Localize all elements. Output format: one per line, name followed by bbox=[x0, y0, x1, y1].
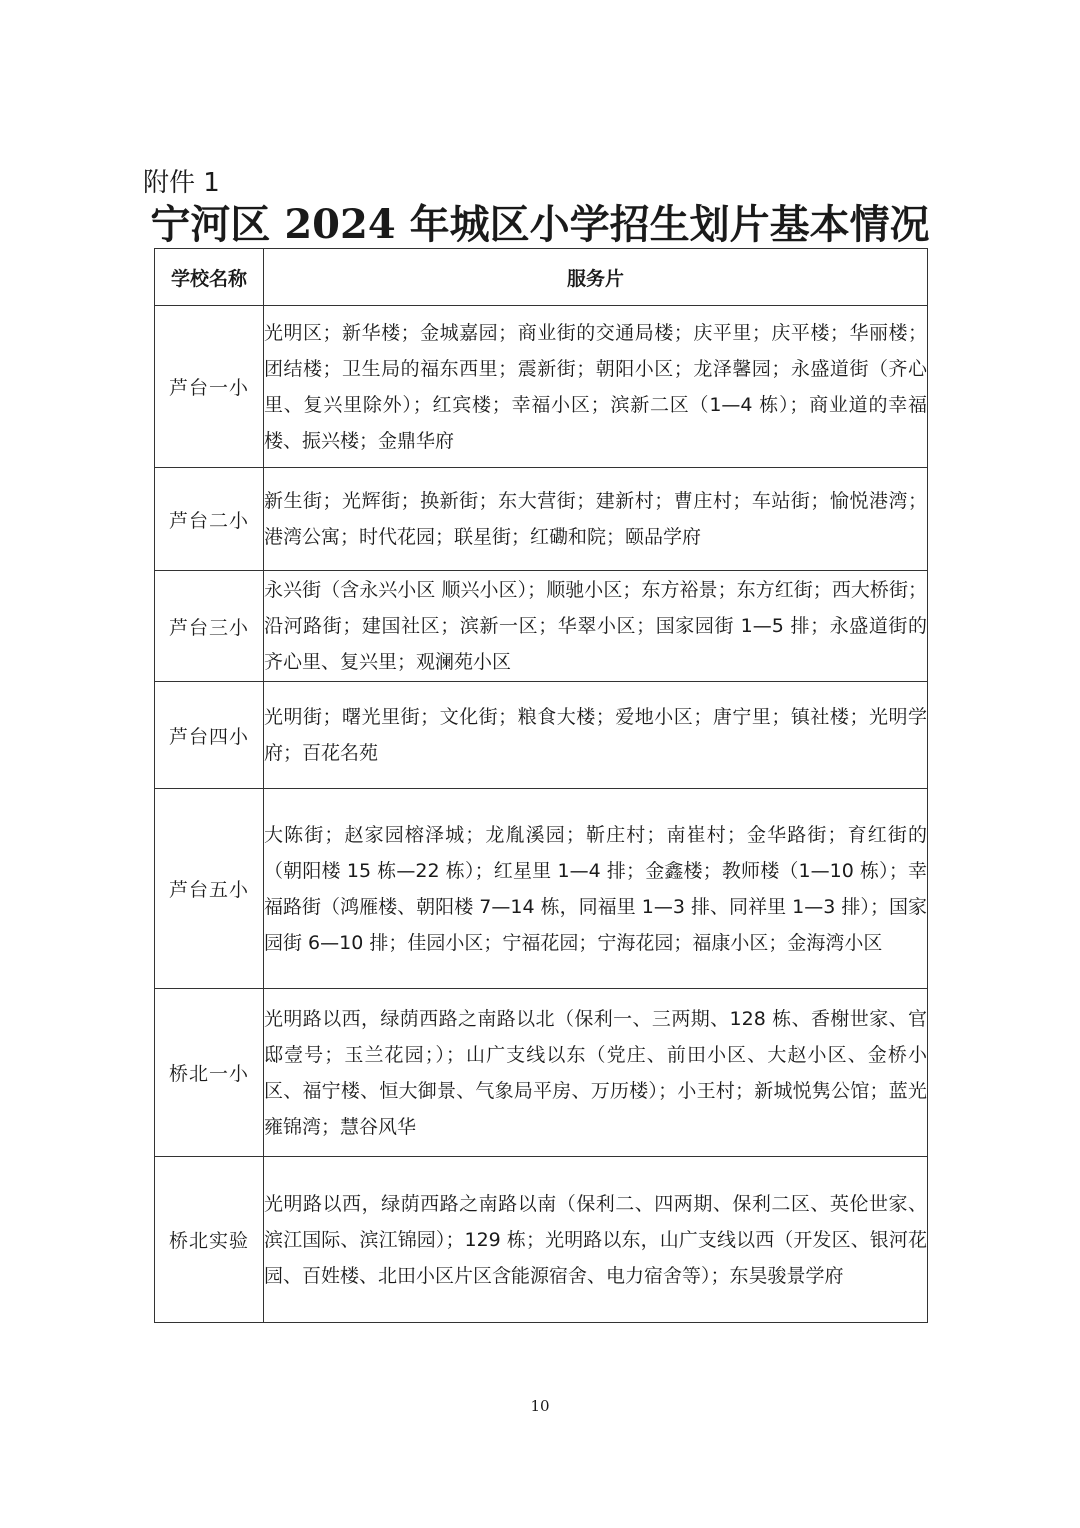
table-header-row bbox=[155, 249, 928, 306]
school-name-cell: 芦台五小 bbox=[155, 789, 264, 989]
school-name-cell: 桥北实验 bbox=[155, 1157, 264, 1323]
header-service-area: 服务片 bbox=[264, 249, 928, 306]
page-number: 10 bbox=[530, 1397, 550, 1415]
table-row bbox=[155, 789, 928, 989]
table-row bbox=[155, 571, 928, 682]
table-row bbox=[155, 1157, 928, 1323]
service-area-cell: 光明路以西，绿荫西路之南路以北（保利一、三两期、128 栋、香榭世家、官邸壹号；玉兰花园；）；山广支线以东（党庄、前田小区、大赵小区、金桥小区、福宁楼、恒大御景、气象局平房、万历楼）；小王村；新城悦隽公馆；蓝光雍锦湾；慧谷风华 bbox=[264, 989, 928, 1157]
service-area-cell: 光明街；曙光里街；文化街；粮食大楼；爱地小区；唐宁里；镇社楼；光明学府；百花名苑 bbox=[264, 682, 928, 789]
service-area-cell: 光明路以西，绿荫西路之南路以南（保利二、四两期、保利二区、英伦世家、滨江国际、滨江锦园）；129 栋；光明路以东，山广支线以西（开发区、银河花园、百姓楼、北田小区片区含能源宿舍、电力宿舍等）；东昊骏景学府 bbox=[264, 1157, 928, 1323]
service-area-cell: 光明区；新华楼；金城嘉园；商业街的交通局楼；庆平里；庆平楼；华丽楼；团结楼；卫生局的福东西里；震新街；朝阳小区；龙泽馨园；永盛道街（齐心里、复兴里除外）；红宾楼；幸福小区；滨新二区（1—4 栋）；商业道的幸福楼、振兴楼；金鼎华府 bbox=[264, 306, 928, 468]
service-area-cell: 永兴街（含永兴小区 顺兴小区）；顺驰小区；东方裕景；东方红街；西大桥街；沿河路街；建国社区；滨新一区；华翠小区；国家园街 1—5 排；永盛道街的齐心里、复兴里；观澜苑小区 bbox=[264, 571, 928, 682]
school-name-cell: 芦台二小 bbox=[155, 468, 264, 571]
table-row bbox=[155, 989, 928, 1157]
service-area-cell: 新生街；光辉街；换新街；东大营街；建新村；曹庄村；车站街；愉悦港湾；港湾公寓；时代花园；联星街；红磡和院；颐品学府 bbox=[264, 468, 928, 571]
service-area-cell: 大陈街；赵家园榕泽城；龙胤溪园；靳庄村；南崔村；金华路街；育红街的（朝阳楼 15 栋—22 栋）；红星里 1—4 排；金鑫楼；教师楼（1—10 栋）；幸福路街（鸿雁楼、朝阳楼 7—14 栋，同福里 1—3 排、同祥里 1—3 排）；国家园街 6—10 排；佳园小区；宁福花园；宁海花园；福康小区；金海湾小区 bbox=[264, 789, 928, 989]
table-row bbox=[155, 682, 928, 789]
school-name-cell: 芦台一小 bbox=[155, 306, 264, 468]
school-zone-table bbox=[154, 248, 928, 1323]
school-name-cell: 芦台三小 bbox=[155, 571, 264, 682]
school-name-cell: 芦台四小 bbox=[155, 682, 264, 789]
table-row bbox=[155, 306, 928, 468]
header-school-name: 学校名称 bbox=[155, 249, 264, 306]
page-title: 宁河区 2024 年城区小学招生划片基本情况 bbox=[150, 201, 930, 248]
attachment-label: 附件 1 bbox=[143, 168, 220, 198]
table-row bbox=[155, 468, 928, 571]
school-name-cell: 桥北一小 bbox=[155, 989, 264, 1157]
